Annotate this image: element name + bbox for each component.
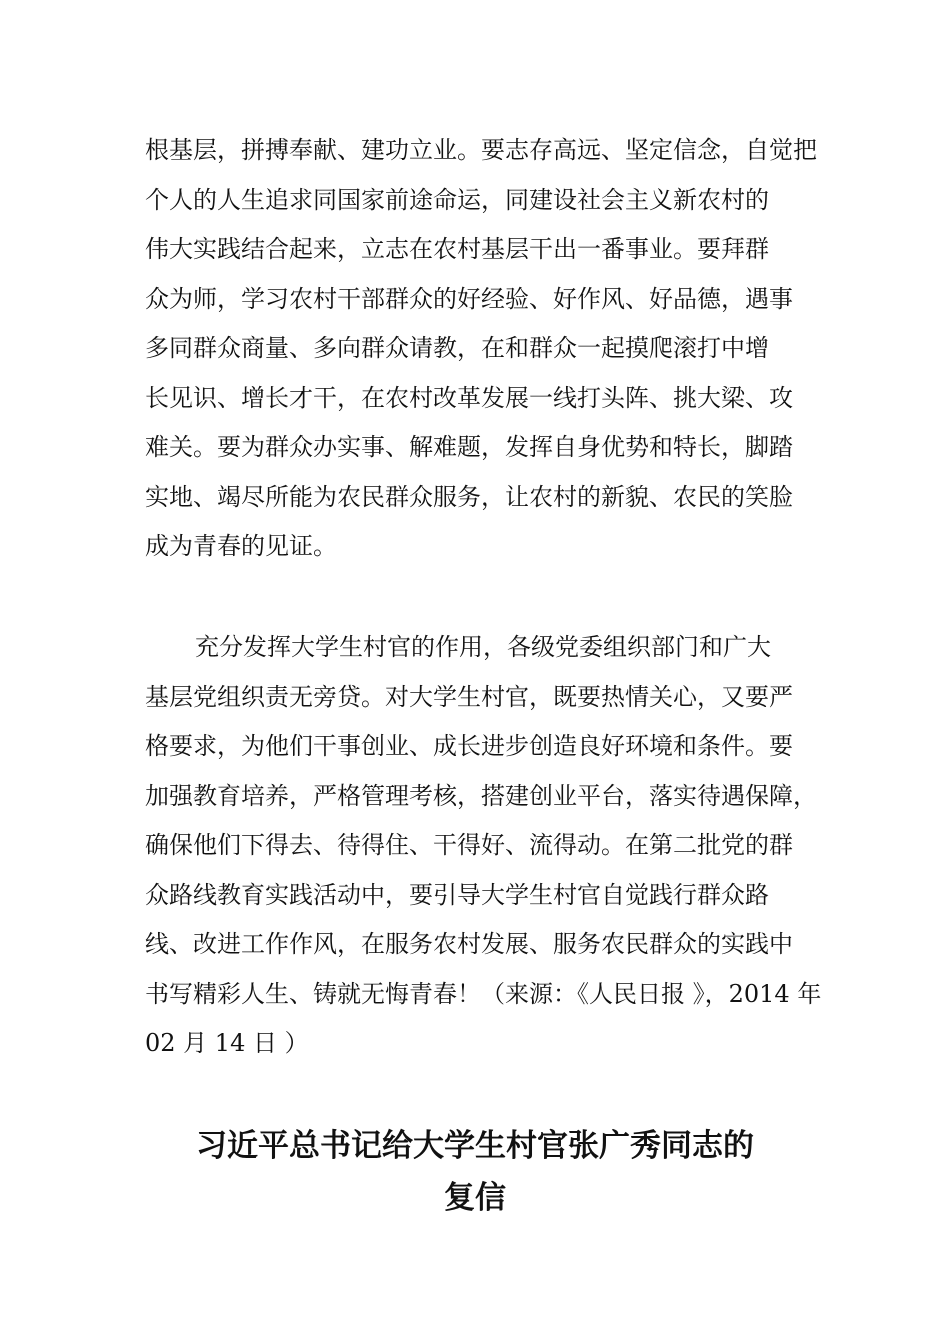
paragraph-line: 加强教育培养，严格管理考核，搭建创业平台，落实待遇保障， xyxy=(145,781,817,810)
paragraph-line: 成为青春的见证。 xyxy=(145,532,337,560)
paragraph-line: 确保他们下得去、待得住、干得好、流得动。在第二批党的群 xyxy=(145,831,793,859)
body-paragraph-2 xyxy=(145,623,825,1069)
paragraph-line: 多同群众商量、多向群众请教，在和群众一起摸爬滚打中增 xyxy=(145,334,769,362)
paragraph-line: 充分发挥大学生村官的作用，各级党委组织部门和广大 xyxy=(195,633,771,661)
paragraph-line: 线、改进工作作风，在服务农村发展、服务农民群众的实践中 xyxy=(145,930,793,958)
paragraph-line: 根基层，拼搏奉献、建功立业。要志存高远、坚定信念，自觉把 xyxy=(145,136,817,164)
paragraph-line: 难关。要为群众办实事、解难题，发挥自身优势和特长，脚踏 xyxy=(145,433,793,461)
paragraph-line: 02 月 14 日 ） xyxy=(145,1029,309,1057)
body-paragraph-1 xyxy=(145,126,825,572)
section-heading xyxy=(145,1120,805,1224)
paragraph-line: 书写精彩人生、铸就无悔青春！（来源：《人民日报 》，2014 年 xyxy=(145,979,822,1008)
paragraph-line: 实地、竭尽所能为农民群众服务，让农村的新貌、农民的笑脸 xyxy=(145,482,793,511)
paragraph-line: 个人的人生追求同国家前途命运，同建设社会主义新农村的 xyxy=(145,185,769,214)
paragraph-line: 众为师，学习农村干部群众的好经验、好作风、好品德，遇事 xyxy=(145,284,793,313)
heading-line: 复信 xyxy=(444,1180,506,1216)
paragraph-line: 众路线教育实践活动中，要引导大学生村官自觉践行群众路 xyxy=(145,880,769,909)
paragraph-line: 伟大实践结合起来，立志在农村基层干出一番事业。要拜群 xyxy=(145,235,769,263)
paragraph-line: 长见识、增长才干，在农村改革发展一线打头阵、挑大梁、攻 xyxy=(145,383,793,412)
paragraph-line: 基层党组织责无旁贷。对大学生村官，既要热情关心，又要严 xyxy=(145,682,793,711)
paragraph-line: 格要求，为他们干事创业、成长进步创造良好环境和条件。要 xyxy=(145,732,793,760)
heading-line: 习近平总书记给大学生村官张广秀同志的 xyxy=(196,1128,754,1164)
